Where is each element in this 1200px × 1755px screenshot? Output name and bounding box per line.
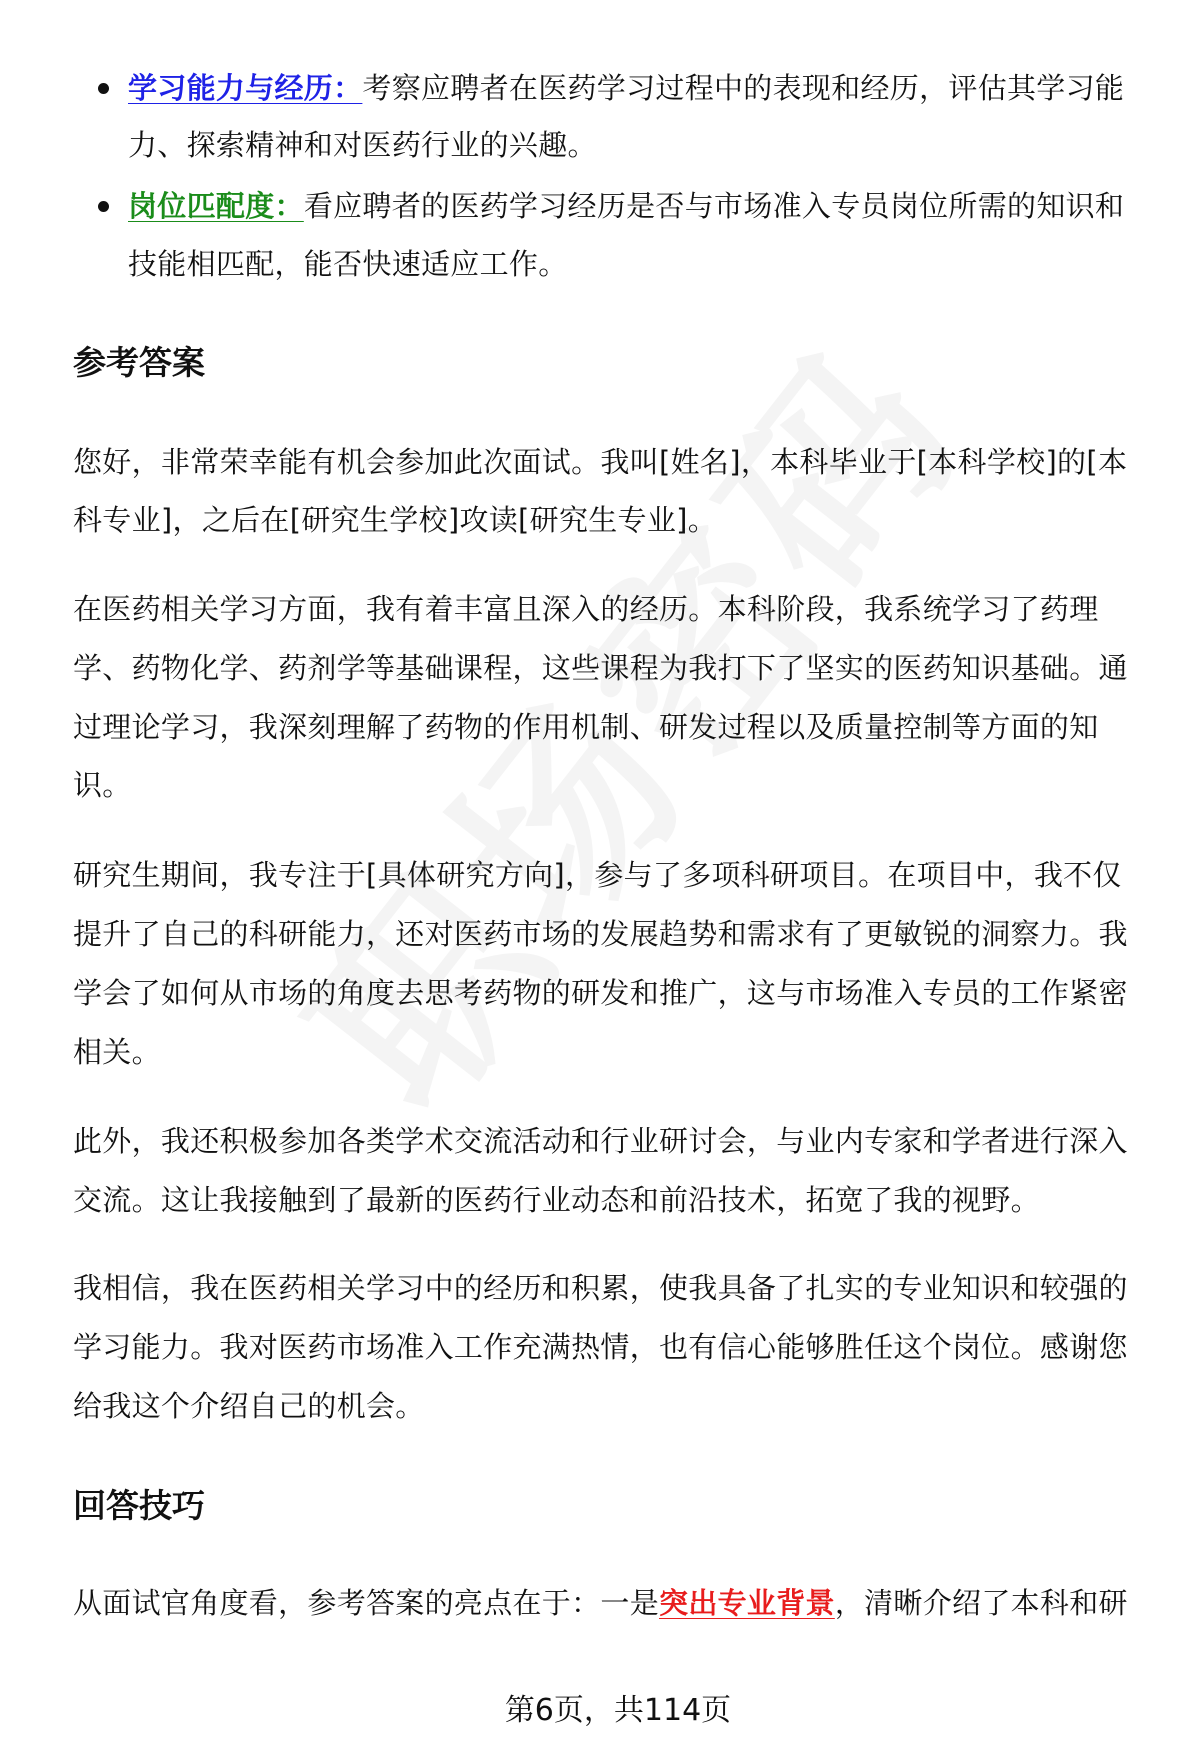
criteria-text-continued: 力、探索精神和对医药行业的兴趣。 — [128, 128, 597, 162]
paragraph-line: 交流。这让我接触到了最新的医药行业动态和前沿技术，拓宽了我的视野。 — [73, 1183, 1040, 1217]
criteria-text-continued: 技能相匹配，能否快速适应工作。 — [128, 247, 568, 281]
tips-highlight-professional-background[interactable]: 突出专业背景 — [659, 1586, 835, 1620]
criteria-term-learning[interactable]: 学习能力与经历： — [128, 71, 363, 105]
paragraph-line: 我相信，我在医药相关学习中的经历和积累，使我具备了扎实的专业知识和较强的 — [73, 1271, 1128, 1305]
tips-text-prefix: 从面试官角度看，参考答案的亮点在于：一是 — [73, 1586, 660, 1620]
paragraph-line: 学会了如何从市场的角度去思考药物的研发和推广，这与市场准入专员的工作紧密 — [73, 976, 1128, 1010]
bullet-dot-icon — [98, 201, 109, 212]
paragraph-line: 科专业]，之后在[研究生学校]攻读[研究生专业]。 — [73, 503, 718, 537]
criteria-text: 考察应聘者在医药学习过程中的表现和经历，评估其学习能 — [362, 71, 1125, 105]
bullet-dot-icon — [98, 83, 109, 94]
paragraph-line: 相关。 — [73, 1035, 161, 1069]
paragraph-line: 研究生期间，我专注于[具体研究方向]，参与了多项科研项目。在项目中，我不仅 — [73, 858, 1122, 892]
paragraph-line: 此外，我还积极参加各类学术交流活动和行业研讨会，与业内专家和学者进行深入 — [73, 1124, 1128, 1158]
paragraph-line: 过理论学习，我深刻理解了药物的作用机制、研发过程以及质量控制等方面的知 — [73, 710, 1099, 744]
section-heading-answer-tips: 回答技巧 — [73, 1486, 205, 1525]
answer-tips-line — [73, 1583, 1153, 1623]
criteria-text: 看应聘者的医药学习经历是否与市场准入专员岗位所需的知识和 — [303, 189, 1125, 223]
criteria-item-fit — [128, 186, 1200, 226]
page-number-footer: 第6页，共114页 — [504, 1693, 732, 1728]
paragraph-line: 在医药相关学习方面，我有着丰富且深入的经历。本科阶段，我系统学习了药理 — [73, 592, 1099, 626]
paragraph-line: 提升了自己的科研能力，还对医药市场的发展趋势和需求有了更敏锐的洞察力。我 — [73, 917, 1128, 951]
paragraph-line: 给我这个介绍自己的机会。 — [73, 1389, 425, 1423]
paragraph-line: 学习能力。我对医药市场准入工作充满热情，也有信心能够胜任这个岗位。感谢您 — [73, 1330, 1128, 1364]
paragraph-line: 识。 — [73, 768, 132, 802]
criteria-item-learning — [128, 68, 1200, 108]
section-heading-reference-answer: 参考答案 — [73, 343, 205, 382]
paragraph-line: 学、药物化学、药剂学等基础课程，这些课程为我打下了坚实的医药知识基础。通 — [73, 651, 1128, 685]
tips-text-suffix: ，清晰介绍了本科和研 — [834, 1586, 1128, 1620]
criteria-term-fit[interactable]: 岗位匹配度： — [128, 189, 304, 223]
paragraph-line: 您好，非常荣幸能有机会参加此次面试。我叫[姓名]，本科毕业于[本科学校]的[本 — [73, 445, 1128, 479]
